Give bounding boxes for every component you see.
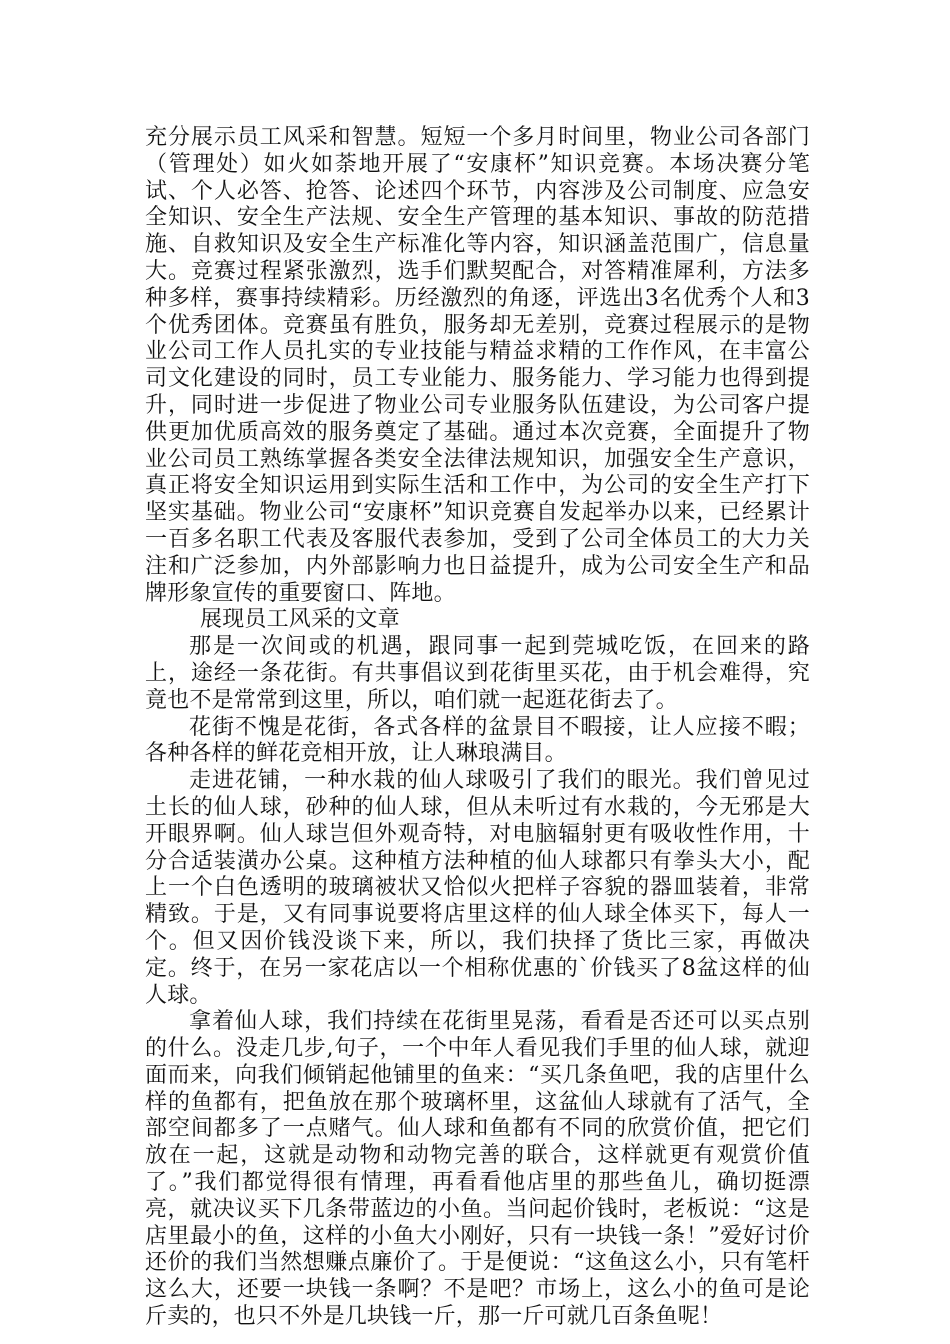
paragraph-flower-street-trip: 那是一次间或的机遇，跟同事一起到莞城吃饭，在回来的路上，途经一条花街。有共事倡议到花街里买花，由于机会难得，究竟也不是常常到这里，所以，咱们就一起逛花街去了。	[145, 634, 810, 713]
article-title: 展现员工风采的文章	[200, 607, 400, 633]
paragraph-fish: 拿着仙人球，我们持续在花街里晃荡，看看是否还可以买点别的什么。没走几步,句子，一个中年人看见我们手里的仙人球，就迎面而来，向我们倾销起他铺里的鱼来：“买几条鱼吧，我的店里什么样的鱼都有，把鱼放在那个玻璃杯里，这盆仙人球就有了活气，全部空间都多了一点赌气。仙人球和鱼都有不同的欣赏价值，把它们放在一起，这就是动物和动物完善的联合，这样就更有观赏价值了。”我们都觉得很有情理，再看看他店里的那些鱼儿，确切挺漂亮，就决议买下几条带蓝边的小鱼。当问起价钱时，老板说：“这是店里最小的鱼，这样的小鱼大小刚好，只有一块钱一条！”爱好讨价还价的我们当然想赚点廉价了。于是便说：“这鱼这么小，只有笔杆这么大，还要一块钱一条啊？不是吧？市场上，这么小的鱼可是论斤卖的，也只不外是几块钱一斤，那一斤可就几百条鱼呢！	[145, 1009, 810, 1330]
paragraph-cactus: 走进花铺，一种水栽的仙人球吸引了我们的眼光。我们曾见过土长的仙人球，砂种的仙人球，但从未听过有水栽的，今无邪是大开眼界啊。仙人球岂但外观奇特，对电脑辐射更有吸收性作用，十分合适装潢办公桌。这种植方法种植的仙人球都只有拳头大小，配上一个白色透明的玻璃被状又恰似火把样子容貌的器皿装着，非常精致。于是，又有同事说要将店里这样的仙人球全体买下，每人一个。但又因价钱没谈下来，所以，我们抉择了货比三家，再做决定。终于，在另一家花店以一个相称优惠的`价钱买了8盆这样的仙人球。	[145, 768, 810, 1008]
paragraph-intro: 充分展示员工风采和智慧。短短一个多月时间里，物业公司各部门（管理处）如火如荼地开展了“安康杯”知识竞赛。本场决赛分笔试、个人必答、抢答、论述四个环节，内容涉及公司制度、应急安全知识、安全生产法规、安全生产管理的基本知识、事故的防范措施、自救知识及安全生产标准化等内容，知识涵盖范围广，信息量大。竞赛过程紧张激烈，选手们默契配合，对答精准犀利，方法多种多样，赛事持续精彩。历经激烈的角逐，评选出3名优秀个人和3个优秀团体。竞赛虽有胜负，服务却无差别，竞赛过程展示的是物业公司工作人员扎实的专业技能与精益求精的工作作风，在丰富公司文化建设的同时，员工专业能力、服务能力、学习能力也得到提升，同时进一步促进了物业公司专业服务队伍建设，为公司客户提供更加优质高效的服务奠定了基础。通过本次竞赛，全面提升了物业公司员工熟练掌握各类安全法律法规知识，加强安全生产意识，真正将安全知识运用到实际生活和工作中，为公司的安全生产打下坚实基础。物业公司“安康杯”知识竞赛自发起举办以来，已经累计一百多名职工代表及客服代表参加，受到了公司全体员工的大力关注和广泛参加，内外部影响力也日益提升，成为公司安全生产和品牌形象宣传的重要窗口、阵地。	[145, 125, 810, 606]
paragraph-flower-street: 花街不愧是花街，各式各样的盆景目不暇接，让人应接不暇；各种各样的鲜花竞相开放，让人琳琅满目。	[145, 714, 810, 767]
document-body	[145, 125, 810, 1331]
